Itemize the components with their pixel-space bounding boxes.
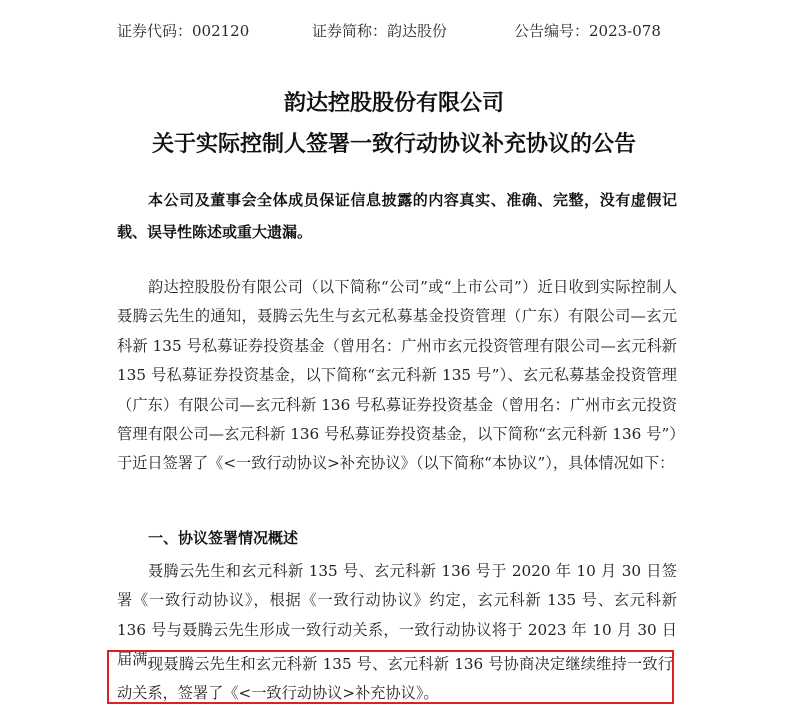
announcement-number: 公告编号：2023-078 xyxy=(514,22,661,40)
disclosure-notice: 本公司及董事会全体成员保证信息披露的内容真实、准确、完整，没有虚假记载、误导性陈述或重大遗漏。 xyxy=(117,191,677,241)
highlighted-paragraph: 现聂腾云先生和玄元科新 135 号、玄元科新 136 号协商决定继续维持一致行动关系，签署了《<一致行动协议>补充协议》。 xyxy=(117,655,673,702)
stock-code: 证券代码：002120 xyxy=(117,22,250,40)
section-heading-agreement-overview: 一、协议签署情况概述 xyxy=(148,529,299,547)
agreement-overview-paragraph: 聂腾云先生和玄元科新 135 号、玄元科新 136 号于 2020 年 10 月 30 日签署《一致行动协议》，根据《一致行动协议》约定，玄元科新 135 号、玄元科新 136 号与聂腾云先生形成一致行动关系，一致行动协议将于 2023 年 10 月 30 日届满。 xyxy=(117,562,677,669)
intro-paragraph: 韵达控股股份有限公司（以下简称“公司”或“上市公司”）近日收到实际控制人聂腾云先生的通知，聂腾云先生与玄元私募基金投资管理（广东）有限公司—玄元科新 135 号私募证券投资基金（曾用名：广州市玄元投资管理有限公司—玄元科新 135 号私募证券投资基金，以下简称“玄元科新 135 号”）、玄元私募基金投资管理（广东）有限公司—玄元科新 136 号私募证券投资基金（曾用名：广州市玄元投资管理有限公司—玄元科新 136 号私募证券投资基金，以下简称“玄元科新 136 号”）于近日签署了《<一致行动协议>补充协议》（以下简称“本协议”），具体情况如下： xyxy=(117,278,677,473)
announcement-title: 关于实际控制人签署一致行动协议补充协议的公告 xyxy=(151,132,636,157)
company-title: 韵达控股股份有限公司 xyxy=(283,91,504,116)
stock-abbreviation: 证券简称：韵达股份 xyxy=(312,22,448,40)
announcement-header xyxy=(0,18,788,44)
